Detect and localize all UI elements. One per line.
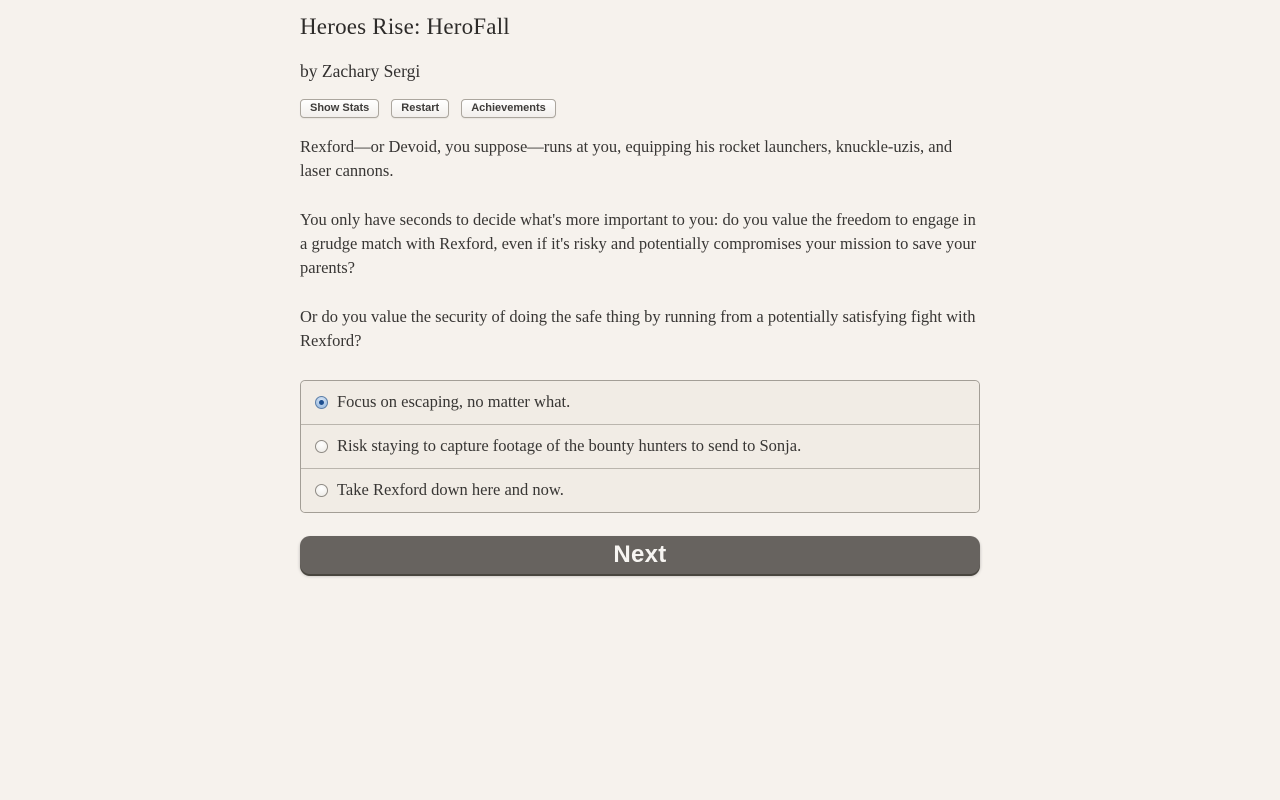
toolbar [300, 99, 980, 118]
choice-label: Risk staying to capture footage of the bounty hunters to send to Sonja. [337, 436, 802, 456]
choice-radio[interactable] [315, 396, 328, 409]
story-page [300, 0, 980, 574]
show-stats-button[interactable]: Show Stats [300, 99, 379, 118]
choice-radio[interactable] [315, 484, 328, 497]
choice-option[interactable] [301, 424, 979, 468]
page-title: Heroes Rise: HeroFall [300, 14, 510, 39]
author-byline: by Zachary Sergi [300, 60, 421, 81]
choice-radio[interactable] [315, 440, 328, 453]
restart-button[interactable]: Restart [391, 99, 449, 118]
choice-label: Focus on escaping, no matter what. [337, 392, 571, 412]
story-paragraph: You only have seconds to decide what's more important to you: do you value the freedom to engage in a grudge match with Rexford, even if it's risky and potentially compromises your mission to save your parents? [300, 209, 977, 277]
story-paragraph: Rexford—or Devoid, you suppose—runs at you, equipping his rocket launchers, knuckle-uzis, and laser cannons. [300, 136, 953, 180]
story-paragraph: Or do you value the security of doing the safe thing by running from a potentially satisfying fight with Rexford? [300, 306, 976, 350]
choice-list [300, 380, 980, 513]
choice-label: Take Rexford down here and now. [337, 480, 564, 500]
choice-option[interactable] [301, 381, 979, 424]
story-text [300, 135, 980, 353]
choice-option[interactable] [301, 468, 979, 512]
next-button[interactable]: Next [300, 536, 980, 574]
achievements-button[interactable]: Achievements [461, 99, 556, 118]
